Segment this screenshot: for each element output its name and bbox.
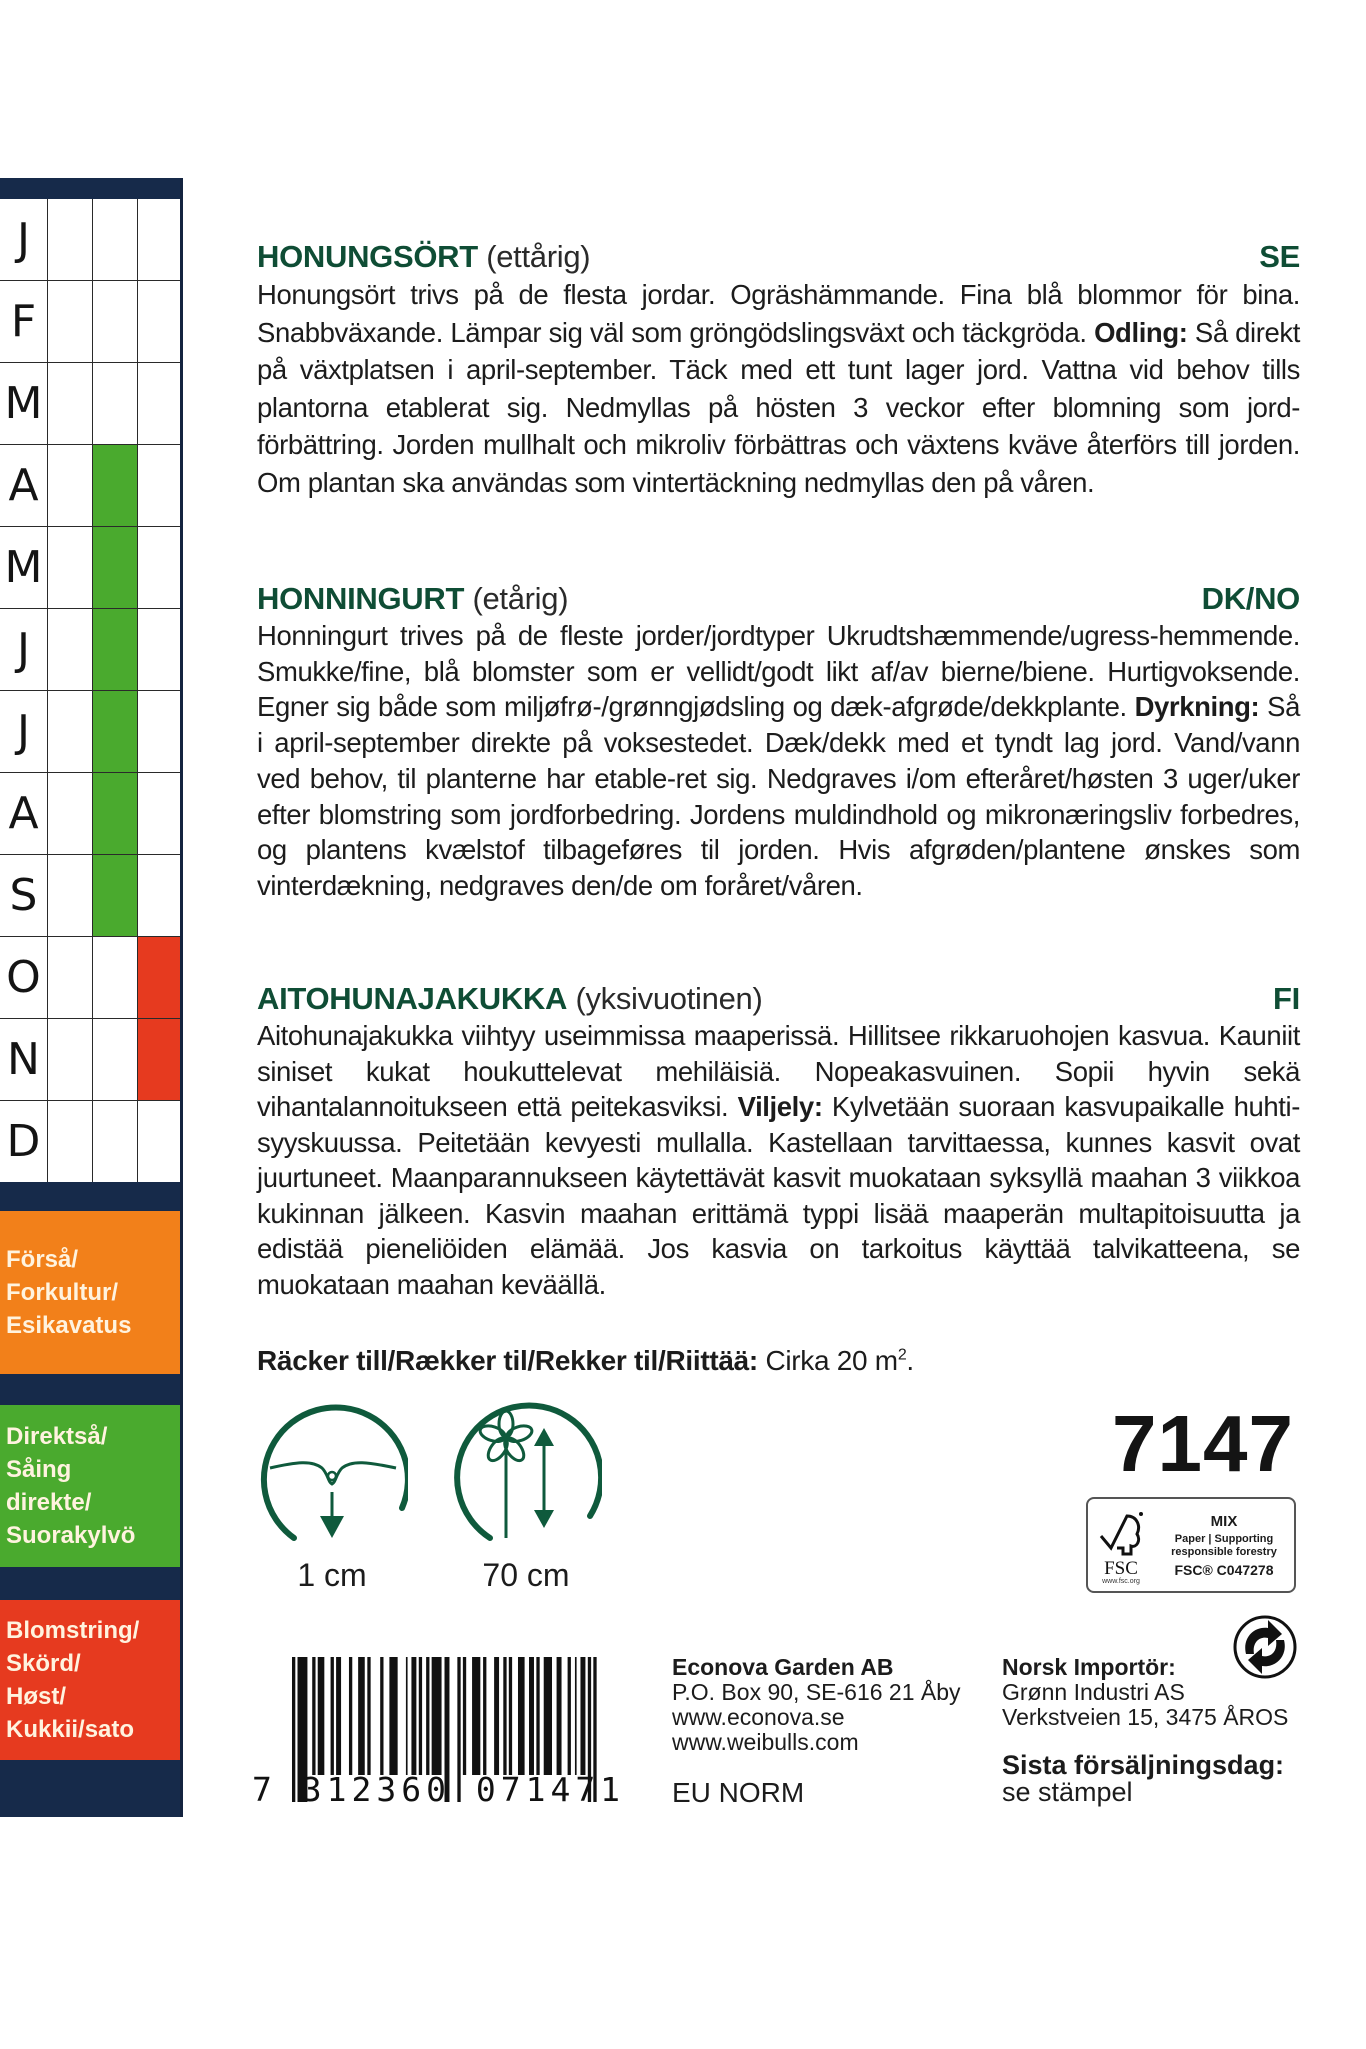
month-label: M <box>4 378 43 429</box>
cultivation-label: Dyrkning: <box>1134 691 1260 723</box>
sowing-depth-block <box>256 1398 408 1594</box>
month-label: J <box>17 624 30 675</box>
month-grid <box>0 199 180 1182</box>
calendar-bottom-bar <box>0 1760 180 1817</box>
importer-name: Grønn Industri AS <box>1002 1679 1185 1705</box>
month-row <box>0 1101 180 1183</box>
calendar-cell <box>47 527 92 608</box>
flower-height-icon <box>450 1398 602 1548</box>
legend-presow-line: Esikavatus <box>6 1312 132 1339</box>
fsc-url: www.fsc.org <box>1102 1578 1140 1585</box>
calendar-cell <box>137 1101 180 1182</box>
legend-direct-sow-line: Såing <box>6 1456 72 1483</box>
plant-subtitle: (etårig) <box>472 581 569 616</box>
calendar-cell <box>47 937 92 1018</box>
month-row <box>0 527 180 609</box>
month-row <box>0 691 180 773</box>
coverage-info: Räcker till/Rækker til/Rekker til/Riittää: Cirka 20 $m^2$. <box>257 1345 914 1376</box>
barcode-number: 7 312360 071471 <box>252 1770 626 1809</box>
calendar-top-bar <box>0 178 180 199</box>
calendar-cell <box>92 363 137 444</box>
calendar-cell <box>47 855 92 936</box>
calendar-cell <box>137 445 180 526</box>
section-fi <box>257 980 1300 1302</box>
sowing-depth-label: 1 cm <box>297 1557 367 1593</box>
company-address <box>672 1655 961 1755</box>
month-label: S <box>9 870 38 921</box>
fsc-mix: MIX <box>1210 1512 1238 1530</box>
calendar-cell <box>47 609 92 690</box>
product-number: 7147 <box>1112 1399 1294 1488</box>
calendar-cell <box>92 937 137 1018</box>
calendar-cell <box>47 445 92 526</box>
legend-direct-sow <box>0 1405 180 1567</box>
calendar-cell <box>137 773 180 854</box>
month-row <box>0 445 180 527</box>
plant-name: AITOHUNAJAKUKKA <box>257 981 568 1016</box>
legend-presow <box>0 1211 180 1374</box>
legend-bloom-line: Skörd/ <box>6 1650 81 1677</box>
fsc-code: FSC® C047278 <box>1174 1561 1274 1578</box>
month-row <box>0 937 180 1019</box>
plant-subtitle: (ettårig) <box>486 239 591 274</box>
norwegian-importer <box>1002 1655 1288 1730</box>
month-label: M <box>4 542 43 593</box>
plant-name: HONUNGSÖRT <box>257 239 478 274</box>
legend-bloom-line: Høst/ <box>6 1683 66 1710</box>
section-se <box>257 238 1300 501</box>
plant-name: HONNINGURT <box>257 581 465 616</box>
sell-by-value: se stämpel <box>1002 1777 1133 1807</box>
section-body: Honungsört trivs på de flesta jordar. Ogräshämmande. Fina blå blommor för bina. Snabbväxande. Lämpar sig väl som gröngödslingsväxt och täckgröda. Odling: Så direkt på växtplatsen i april-september. Täck med ett tunt lager jord. Vattna vid behov tills plantorna etablerat sig. Nedmyllas på hösten 3 veckor efter blomning som jord-förbättring. Jorden mullhalt och mikroliv förbättras och växtens kväve återförs till jorden. Om plantan ska användas som vintertäckning nedmyllas den på våren. <box>257 279 1300 498</box>
sowing-calendar <box>0 178 183 1817</box>
language-code: FI <box>1273 981 1300 1016</box>
plant-height-label: 70 cm <box>482 1557 570 1593</box>
legend-divider <box>0 1567 180 1600</box>
month-row <box>0 609 180 691</box>
legend-divider <box>0 1374 180 1405</box>
month-label: J <box>17 214 30 265</box>
calendar-cell <box>92 199 137 280</box>
month-row <box>0 281 180 363</box>
language-code: SE <box>1259 239 1300 274</box>
section-dk-no <box>257 580 1300 904</box>
plant-subtitle: (yksivuotinen) <box>575 981 763 1016</box>
cultivation-label: Viljely: <box>737 1091 823 1122</box>
calendar-cell <box>137 609 180 690</box>
calendar-cell <box>137 199 180 280</box>
company-po-box: P.O. Box 90, SE-616 21 Åby <box>672 1679 961 1705</box>
legend-bloom-line: Blomstring/ <box>6 1617 140 1644</box>
calendar-cell <box>137 855 180 936</box>
calendar-cell <box>137 691 180 772</box>
cultivation-label: Odling: <box>1094 316 1188 348</box>
importer-address: Verkstveien 15, 3475 ÅROS <box>1002 1704 1289 1730</box>
legend-direct-sow-line: Suorakylvö <box>6 1522 136 1549</box>
month-label: J <box>17 706 30 757</box>
sell-by-date <box>1002 1752 1284 1806</box>
month-row <box>0 199 180 281</box>
legend-presow-line: Forkultur/ <box>6 1279 118 1306</box>
calendar-cell <box>47 199 92 280</box>
plant-height-block <box>450 1398 602 1594</box>
importer-label: Norsk Importör: <box>1002 1654 1176 1680</box>
language-code: DK/NO <box>1201 581 1300 616</box>
month-row <box>0 1019 180 1101</box>
legend-direct-sow-line: direkte/ <box>6 1489 92 1516</box>
section-body: Aitohunajakukka viihtyy useimmissa maaperissä. Hillitsee rikkaruohojen kasvua. Kauniit siniset kukat houkuttelevat mehiläisiä. Nopeakasvuinen. Sopii hyvin sekä vihantalannoitukseen että peitekasviksi. Viljely: Kylvetään suoraan kasvupaikalle huhti-syyskuussa. Peitetään kevyesti mullalla. Kastellaan tarvittaessa, kunnes kasvit ovat juurtuneet. Maanparannukseen käytettävät kasvit muokataan syksyllä maahan 3 viikkoa kukinnan jälkeen. Kasvin maahan erittämä typpi lisää maaperän multapitoisuutta ja edistää pieneliöiden elämää. Jos kasvia on tarkoitus käyttää talvikatteena, se muokataan maahan keväällä. <box>257 1020 1300 1300</box>
calendar-cell <box>92 1019 137 1100</box>
calendar-cell <box>137 527 180 608</box>
calendar-cell <box>92 691 137 772</box>
calendar-cell <box>137 281 180 362</box>
calendar-cell <box>92 609 137 690</box>
legend-presow-line: Förså/ <box>6 1246 79 1273</box>
calendar-cell <box>92 855 137 936</box>
calendar-cell <box>92 281 137 362</box>
eu-norm: EU NORM <box>672 1777 805 1808</box>
month-label: A <box>8 788 39 839</box>
month-label: F <box>10 296 37 347</box>
coverage-value: Cirka 20 m <box>765 1345 898 1376</box>
section-heading <box>257 238 1300 276</box>
month-label: D <box>6 1116 41 1167</box>
seed-depth-icon <box>256 1398 408 1548</box>
calendar-cell <box>92 773 137 854</box>
calendar-cell <box>47 1019 92 1100</box>
fsc-tree-icon <box>1097 1510 1145 1560</box>
legend-bloom-harvest <box>0 1600 180 1760</box>
calendar-cell <box>47 773 92 854</box>
month-label: N <box>7 1034 40 1085</box>
company-web-econova[interactable]: www.econova.se <box>672 1704 845 1730</box>
calendar-cell <box>137 363 180 444</box>
calendar-cell <box>92 1101 137 1182</box>
fsc-label: FSC www.fsc.org MIX Paper | Supporting responsible forestry FSC® C047278 <box>1086 1497 1296 1593</box>
calendar-cell <box>137 937 180 1018</box>
legend-bloom-line: Kukkii/sato <box>6 1716 135 1743</box>
section-heading <box>257 580 1300 618</box>
calendar-cell <box>47 1101 92 1182</box>
month-label: O <box>6 952 41 1003</box>
month-row <box>0 363 180 445</box>
calendar-divider <box>0 1182 180 1211</box>
section-heading <box>257 980 1300 1018</box>
month-label: A <box>8 460 39 511</box>
calendar-cell <box>92 527 137 608</box>
calendar-cell <box>92 445 137 526</box>
calendar-cell <box>47 363 92 444</box>
coverage-label: Räcker till/Rækker til/Rekker til/Riittää: <box>257 1345 758 1376</box>
calendar-cell <box>47 281 92 362</box>
calendar-cell <box>137 1019 180 1100</box>
fsc-mark: FSC <box>1104 1558 1138 1579</box>
legend-direct-sow-line: Direktså/ <box>6 1423 108 1450</box>
section-body: Honningurt trives på de fleste jorder/jordtyper Ukrudtshæmmende/ugress-hemmende. Smukke/fine, blå blomster som er vellidt/godt likt af/av bierne/biene. Hurtigvoksende. Egner sig både som miljøfrø-/grønngjødsling og dæk-afgrøde/dekkplante. Dyrkning: Så i april-september direkte på voksestedet. Dæk/dekk med et tyndt lag jord. Vand/vann ved behov, til planterne har etable-ret sig. Nedgraves i/om efteråret/høsten 3 uger/uker efter blomstring som jordforbedring. Jordens muldindhold og mikronæringsliv forbedres, og plantens kvælstof tilbageføres til jorden. Hvis afgrøden/plantene ønskes som vinterdækning, nedgraves den/de om foråret/våren. <box>257 620 1300 901</box>
company-name: Econova Garden AB <box>672 1654 894 1680</box>
month-row <box>0 855 180 937</box>
month-row <box>0 773 180 855</box>
calendar-cell <box>47 691 92 772</box>
company-web-weibulls[interactable]: www.weibulls.com <box>672 1729 859 1755</box>
coverage-unit-sup: 2 <box>897 1346 907 1364</box>
sell-by-label: Sista försäljningsdag: <box>1002 1750 1285 1780</box>
